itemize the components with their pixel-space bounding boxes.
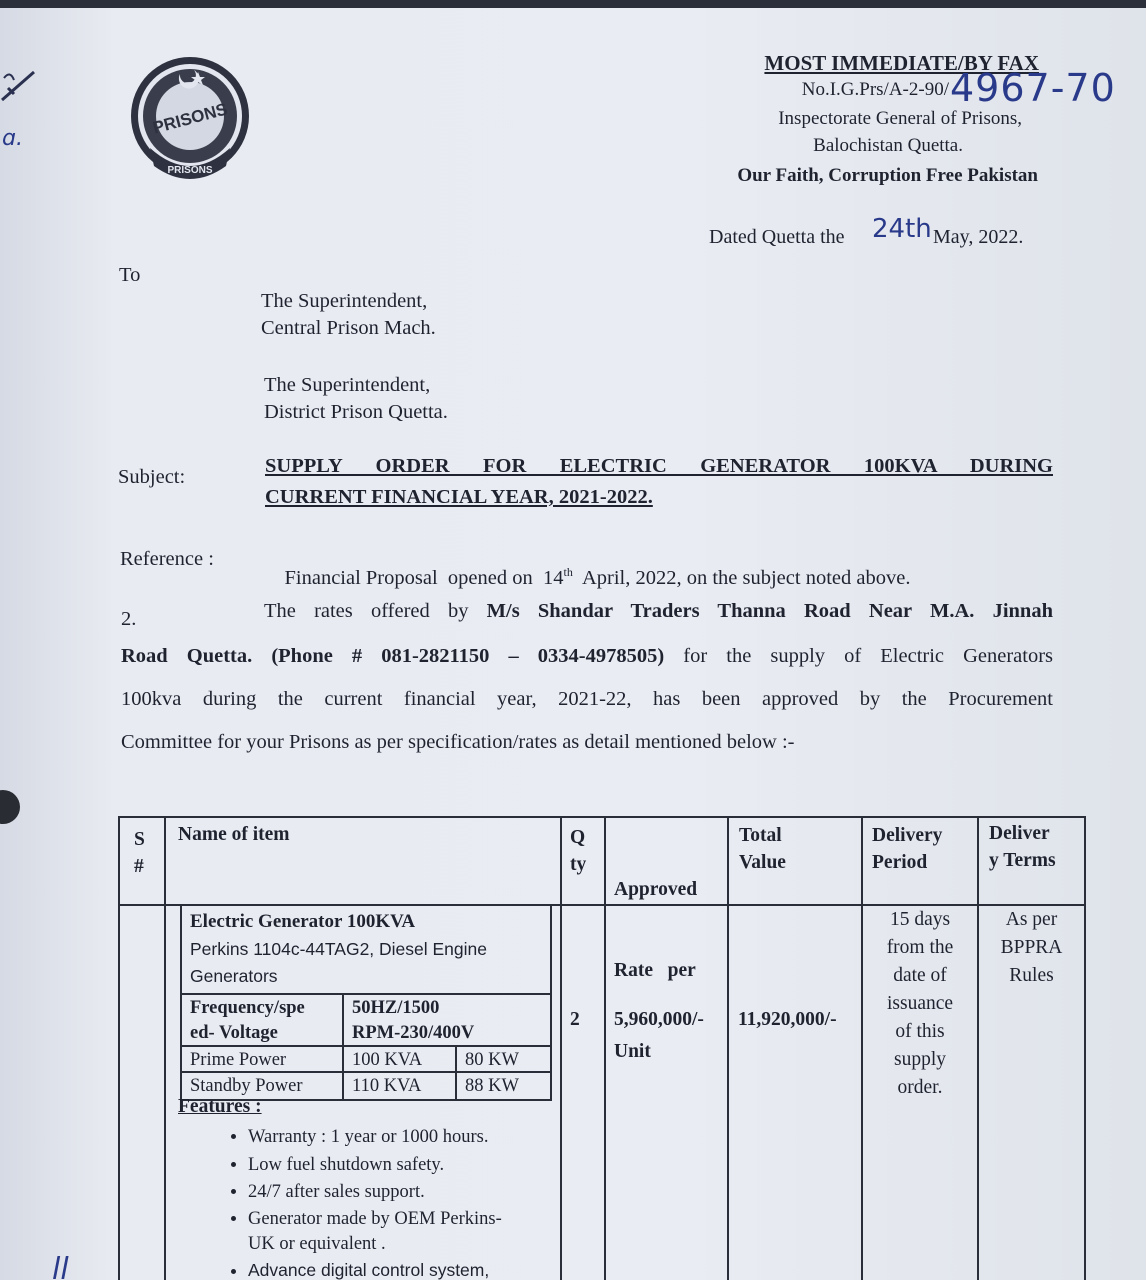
header-sno-2: #: [134, 856, 144, 877]
spec-kva: 100 KVA: [342, 1047, 455, 1071]
scan-top-edge: [0, 0, 1146, 8]
feature-item: [248, 1207, 568, 1257]
to-label: To: [119, 264, 141, 286]
reference-text-a: Financial Proposal opened on 14: [284, 566, 564, 589]
delivery-line: 15 days: [889, 909, 951, 930]
header-delivery: [872, 822, 942, 876]
item-delivery-terms: [979, 906, 1084, 990]
spec-label: ed- Voltage: [190, 1022, 278, 1043]
spec-label: Standby Power: [190, 1075, 303, 1096]
features-list: [178, 1124, 568, 1280]
handwritten-letter-number: 4967-70: [950, 66, 1116, 110]
terms-line: BPPRA: [1000, 937, 1063, 958]
recipient1-title: The Superintendent,: [261, 290, 428, 312]
spec-kva: 110 KVA: [342, 1073, 455, 1099]
item-spec-box: [180, 906, 552, 1101]
spec-value: RPM-230/400V: [352, 1022, 475, 1043]
col-divider: [727, 818, 729, 1280]
letter-page: [0, 8, 1146, 1280]
header-qty: [570, 824, 586, 878]
header-total-1: Total: [739, 825, 782, 846]
header-rate: [614, 822, 697, 1119]
delivery-line: date of: [893, 965, 947, 986]
recipient2-title: The Superintendent,: [264, 374, 431, 396]
letter-number: No.I.G.Prs/A-2-90/: [801, 79, 949, 100]
header-sno: [134, 826, 145, 880]
header-delivery-1: Delivery: [872, 825, 943, 846]
spec-row-frequency: [182, 995, 550, 1047]
para-line-1: [264, 600, 1053, 623]
terms-line: As per: [1005, 909, 1058, 930]
margin-mark: ɑ.: [2, 126, 23, 151]
subject-label: Subject:: [118, 466, 186, 488]
spec-label: Frequency/spe: [190, 997, 305, 1018]
terms-line: Rules: [1009, 965, 1054, 986]
para-line-3: 100kva during the current financial year, 2021-22, has been approved by the Procurement: [121, 688, 1053, 710]
features-block: [178, 1096, 568, 1280]
feature-item: • Warranty : 1 year or 1000 hours.: [248, 1124, 568, 1152]
spec-label: Prime Power: [190, 1049, 287, 1070]
date-prefix: Dated Quetta the: [709, 226, 845, 248]
header-qty-2: ty: [570, 854, 587, 875]
item-qty: 2: [570, 1009, 580, 1030]
date-suffix: May, 2022.: [933, 226, 1024, 248]
spec-kw: 88 KW: [455, 1073, 550, 1099]
spec-row-prime-power: [182, 1047, 550, 1073]
spec-value: 50HZ/1500: [352, 997, 440, 1018]
header-terms-2: y Terms: [989, 850, 1056, 871]
reference-text-b: April, 2022, on the subject noted above.: [572, 566, 911, 589]
header-rate-1: Approved: [614, 879, 698, 900]
para-line-4: Committee for your Prisons as per specification/rates as detail mentioned below :-: [121, 731, 795, 753]
item-title-2: Perkins 1104c-44TAG2, Diesel Engine: [190, 938, 488, 959]
spec-kw: 80 KW: [455, 1047, 550, 1071]
recipient1-office: Central Prison Mach.: [261, 317, 436, 339]
header-total: [739, 822, 786, 876]
para-line-2-b: for the supply of Electric Generators: [664, 645, 1054, 667]
item-rate: 5,960,000/-: [614, 1009, 704, 1030]
header-qty-1: Q: [570, 827, 586, 848]
para-line-1-a: The rates offered by: [264, 600, 487, 622]
item-delivery-period: [863, 906, 977, 1102]
feature-item: • Low fuel shutdown safety.: [248, 1152, 568, 1180]
recipient2-office: District Prison Quetta.: [264, 401, 448, 423]
feature-item-text: UK or equivalent .: [248, 1233, 386, 1254]
delivery-line: order.: [897, 1077, 943, 1098]
features-label: Features :: [178, 1096, 262, 1117]
item-title-1: Electric Generator 100KVA: [190, 911, 416, 932]
subject-line-1: SUPPLY ORDER FOR ELECTRIC GENERATOR 100KVA DURING: [265, 455, 1053, 477]
delivery-line: issuance: [886, 993, 954, 1014]
header-name: Name of item: [178, 824, 290, 845]
col-divider: [604, 818, 606, 1280]
item-total: 11,920,000/-: [738, 1009, 837, 1030]
header-sno-1: S: [134, 829, 145, 850]
header-terms: [989, 820, 1056, 874]
header-rate-3: Unit: [614, 1041, 651, 1062]
feature-item-text: Generator made by OEM Perkins-: [248, 1208, 502, 1229]
para-number: 2.: [121, 608, 137, 630]
header-delivery-2: Period: [872, 852, 928, 873]
seal-label: PRISONS: [150, 99, 230, 138]
subject-line-2: CURRENT FINANCIAL YEAR, 2021-2022.: [265, 486, 653, 508]
supplier-name: M/s Shandar Traders Thanna Road Near M.A. Jinnah: [486, 600, 1053, 622]
spec-row-standby-power: [182, 1073, 550, 1099]
delivery-line: supply: [893, 1049, 946, 1070]
office-name: Inspectorate General of Prisons,: [778, 108, 1022, 129]
feature-item: • 24/7 after sales support.: [248, 1179, 568, 1207]
motto: Our Faith, Corruption Free Pakistan: [737, 165, 1038, 186]
feature-item: • Advance digital control system,: [248, 1257, 568, 1280]
supplier-address-phone: Road Quetta. (Phone # 081-2821150 – 0334-4978505): [121, 645, 665, 667]
col-divider: [164, 818, 166, 1280]
margin-initials: ll: [52, 1252, 69, 1280]
handwritten-date-day: 24th: [872, 214, 932, 244]
item-title-3: Generators: [190, 966, 278, 986]
delivery-line: from the: [886, 937, 954, 958]
reference-label: Reference :: [120, 548, 214, 570]
margin-scribble: [0, 48, 40, 108]
items-table: [118, 816, 1086, 1280]
reference-ordinal: th: [563, 565, 573, 579]
para-line-2: [121, 645, 1053, 668]
header-total-2: Value: [739, 852, 786, 873]
seal-ribbon-label: PRISONS: [167, 165, 213, 176]
office-location: Balochistan Quetta.: [813, 135, 963, 156]
header-rate-2: Rate per: [614, 960, 696, 981]
header-terms-1: Deliver: [989, 823, 1050, 844]
col-divider: [977, 818, 979, 1280]
prisons-seal-logo: [128, 52, 252, 186]
item-title: [182, 906, 550, 995]
delivery-line: of this: [895, 1021, 945, 1042]
priority-label: MOST IMMEDIATE/BY FAX: [764, 51, 1039, 75]
punch-hole-icon: [0, 790, 20, 824]
